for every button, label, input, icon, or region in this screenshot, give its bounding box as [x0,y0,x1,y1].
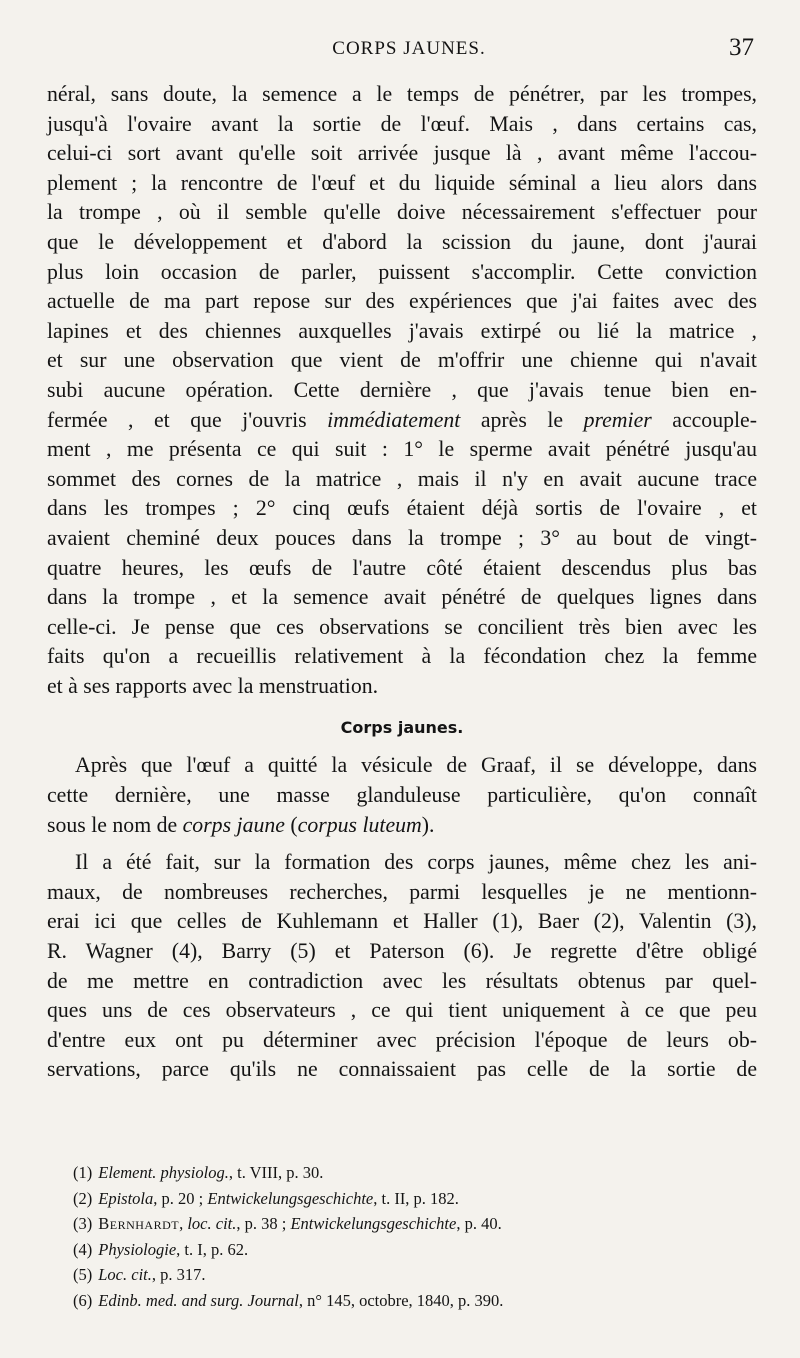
footnote [73,1288,753,1314]
footnote-text: , p. 40. [456,1214,502,1233]
footnote-title: Epistola [98,1188,154,1208]
emphasis-corpus-luteum: corpus luteum [297,812,422,837]
text-line: de me mettre en contradiction avec les résultats obtenus par quel- [47,968,757,993]
text-line-italic [47,406,757,436]
footnote-number: (5) [73,1265,93,1284]
text-run: accouple- [651,407,757,432]
footnote-title: Edinb. med. and surg. Journal [98,1290,299,1310]
text-line: et à ses rapports avec la menstruation. [47,673,379,698]
text-run: ( [284,812,298,837]
text-line: la trompe , où il semble qu'elle doive nécessairement s'effectuer pour [47,200,757,225]
footnote-number: (4) [73,1239,93,1259]
footnote-author: Bernhardt [98,1214,180,1233]
footnotes [73,1160,753,1313]
emphasis-corps-jaune: corps jaune [182,812,285,837]
running-title: CORPS JAUNES. [332,38,486,59]
text-line: cette dernière, une masse glanduleuse particulière, qu'on connaît [47,783,757,808]
body-text [47,80,757,1085]
footnote [73,1186,753,1212]
page-header [46,34,760,64]
text-line-italic [47,811,757,841]
footnote-text: , t. II, p. 182. [373,1188,459,1208]
text-line: que le développement et d'abord la scission du jaune, dont j'aurai [47,229,757,254]
footnote-number: (6) [73,1290,93,1310]
footnote-title: Element. physiolog. [98,1163,229,1182]
text-run: après le [460,407,584,432]
footnote-text: , p. 317. [151,1265,206,1284]
footnote-number: (3) [73,1214,93,1233]
text-line: Après que l'œuf a quitté la vésicule de Graaf, il se développe, dans [75,753,757,778]
text-line: servations, parce qu'ils ne connaissaient pas celle de la sortie de [47,1057,757,1082]
footnote-title: loc. cit. [187,1214,237,1233]
emphasis-immediatement: immédiatement [327,407,461,432]
footnote-text: , p. 38 ; [236,1214,291,1233]
footnote-title: Loc. cit. [98,1265,152,1284]
text-line: plement ; la rencontre de l'œuf et du liquide séminal a lieu alors dans [47,170,757,195]
text-line: celui-ci sort avant qu'elle soit arrivée jusque là , avant même l'accou- [47,141,757,166]
footnote [73,1237,753,1263]
footnote-title: Entwickelungsgeschichte [207,1188,374,1208]
footnote-number: (2) [73,1188,93,1208]
text-line: jusqu'à l'ovaire avant la sortie de l'œuf. Mais , dans certains cas, [47,111,757,136]
page-number: 37 [729,34,754,61]
text-line: dans les trompes ; 2° cinq œufs étaient déjà sortis de l'ovaire , et [47,496,757,521]
footnote-number: (1) [73,1163,93,1182]
text-line: subi aucune opération. Cette dernière , que j'avais tenue bien en- [47,377,757,402]
text-line: erai ici que celles de Kuhlemann et Haller (1), Baer (2), Valentin (3), [47,909,757,934]
text-line: ques uns de ces observateurs , ce qui tient uniquement à ce que peu [47,998,757,1023]
footnote-text: , p. 20 ; [153,1188,208,1208]
text-line: Il a été fait, sur la formation des corps jaunes, même chez les ani- [75,850,757,875]
text-line: maux, de nombreuses recherches, parmi lesquelles je ne mentionn- [47,879,757,904]
text-line: dans la trompe , et la semence avait pénétré de quelques lignes dans [47,585,757,610]
text-line: néral, sans doute, la semence a le temps de pénétrer, par les trompes, [47,82,757,106]
text-line: avaient cheminé deux pouces dans la trompe ; 3° au bout de vingt- [47,525,757,550]
footnote [73,1160,753,1186]
footnote-title: Entwickelungsgeschichte [290,1214,457,1233]
text-line: lapines et des chiennes auxquelles j'avais extirpé ou lié la matrice , [47,318,757,343]
footnote-text: , t. VIII, p. 30. [228,1163,324,1182]
text-line: ment , me présenta ce qui suit : 1° le sperme avait pénétré jusqu'au [47,437,757,462]
footnote-title: Physiologie [98,1239,177,1259]
footnote-text: , [179,1214,188,1233]
text-line: plus loin occasion de parler, puissent s'accomplir. Cette conviction [47,259,757,284]
text-run: sous le nom de [47,812,183,837]
text-line: faits qu'on a recueillis relativement à la fécondation chez la femme [47,644,757,669]
text-line: actuelle de ma part repose sur des expériences que j'ai faites avec des [47,289,757,314]
text-run: ). [421,812,435,837]
text-line: celle-ci. Je pense que ces observations se concilient très bien avec les [47,614,757,639]
text-line: quatre heures, les œufs de l'autre côté étaient descendus plus bas [47,555,757,580]
section-heading: Corps jaunes. [340,718,464,738]
footnote [73,1211,753,1237]
footnote [73,1262,753,1288]
emphasis-premier: premier [583,407,652,432]
text-line: sommet des cornes de la matrice , mais il n'y en avait aucune trace [47,466,757,491]
text-run: fermée , et que j'ouvris [47,407,328,432]
text-line: R. Wagner (4), Barry (5) et Paterson (6). Je regrette d'être obligé [47,939,757,964]
text-line: et sur une observation que vient de m'offrir une chienne qui n'avait [47,348,757,373]
footnote-text: , n° 145, octobre, 1840, p. 390. [298,1290,504,1310]
text-line: d'entre eux ont pu déterminer avec précision l'époque de leurs ob- [47,1027,757,1052]
footnote-text: , t. I, p. 62. [176,1239,249,1259]
